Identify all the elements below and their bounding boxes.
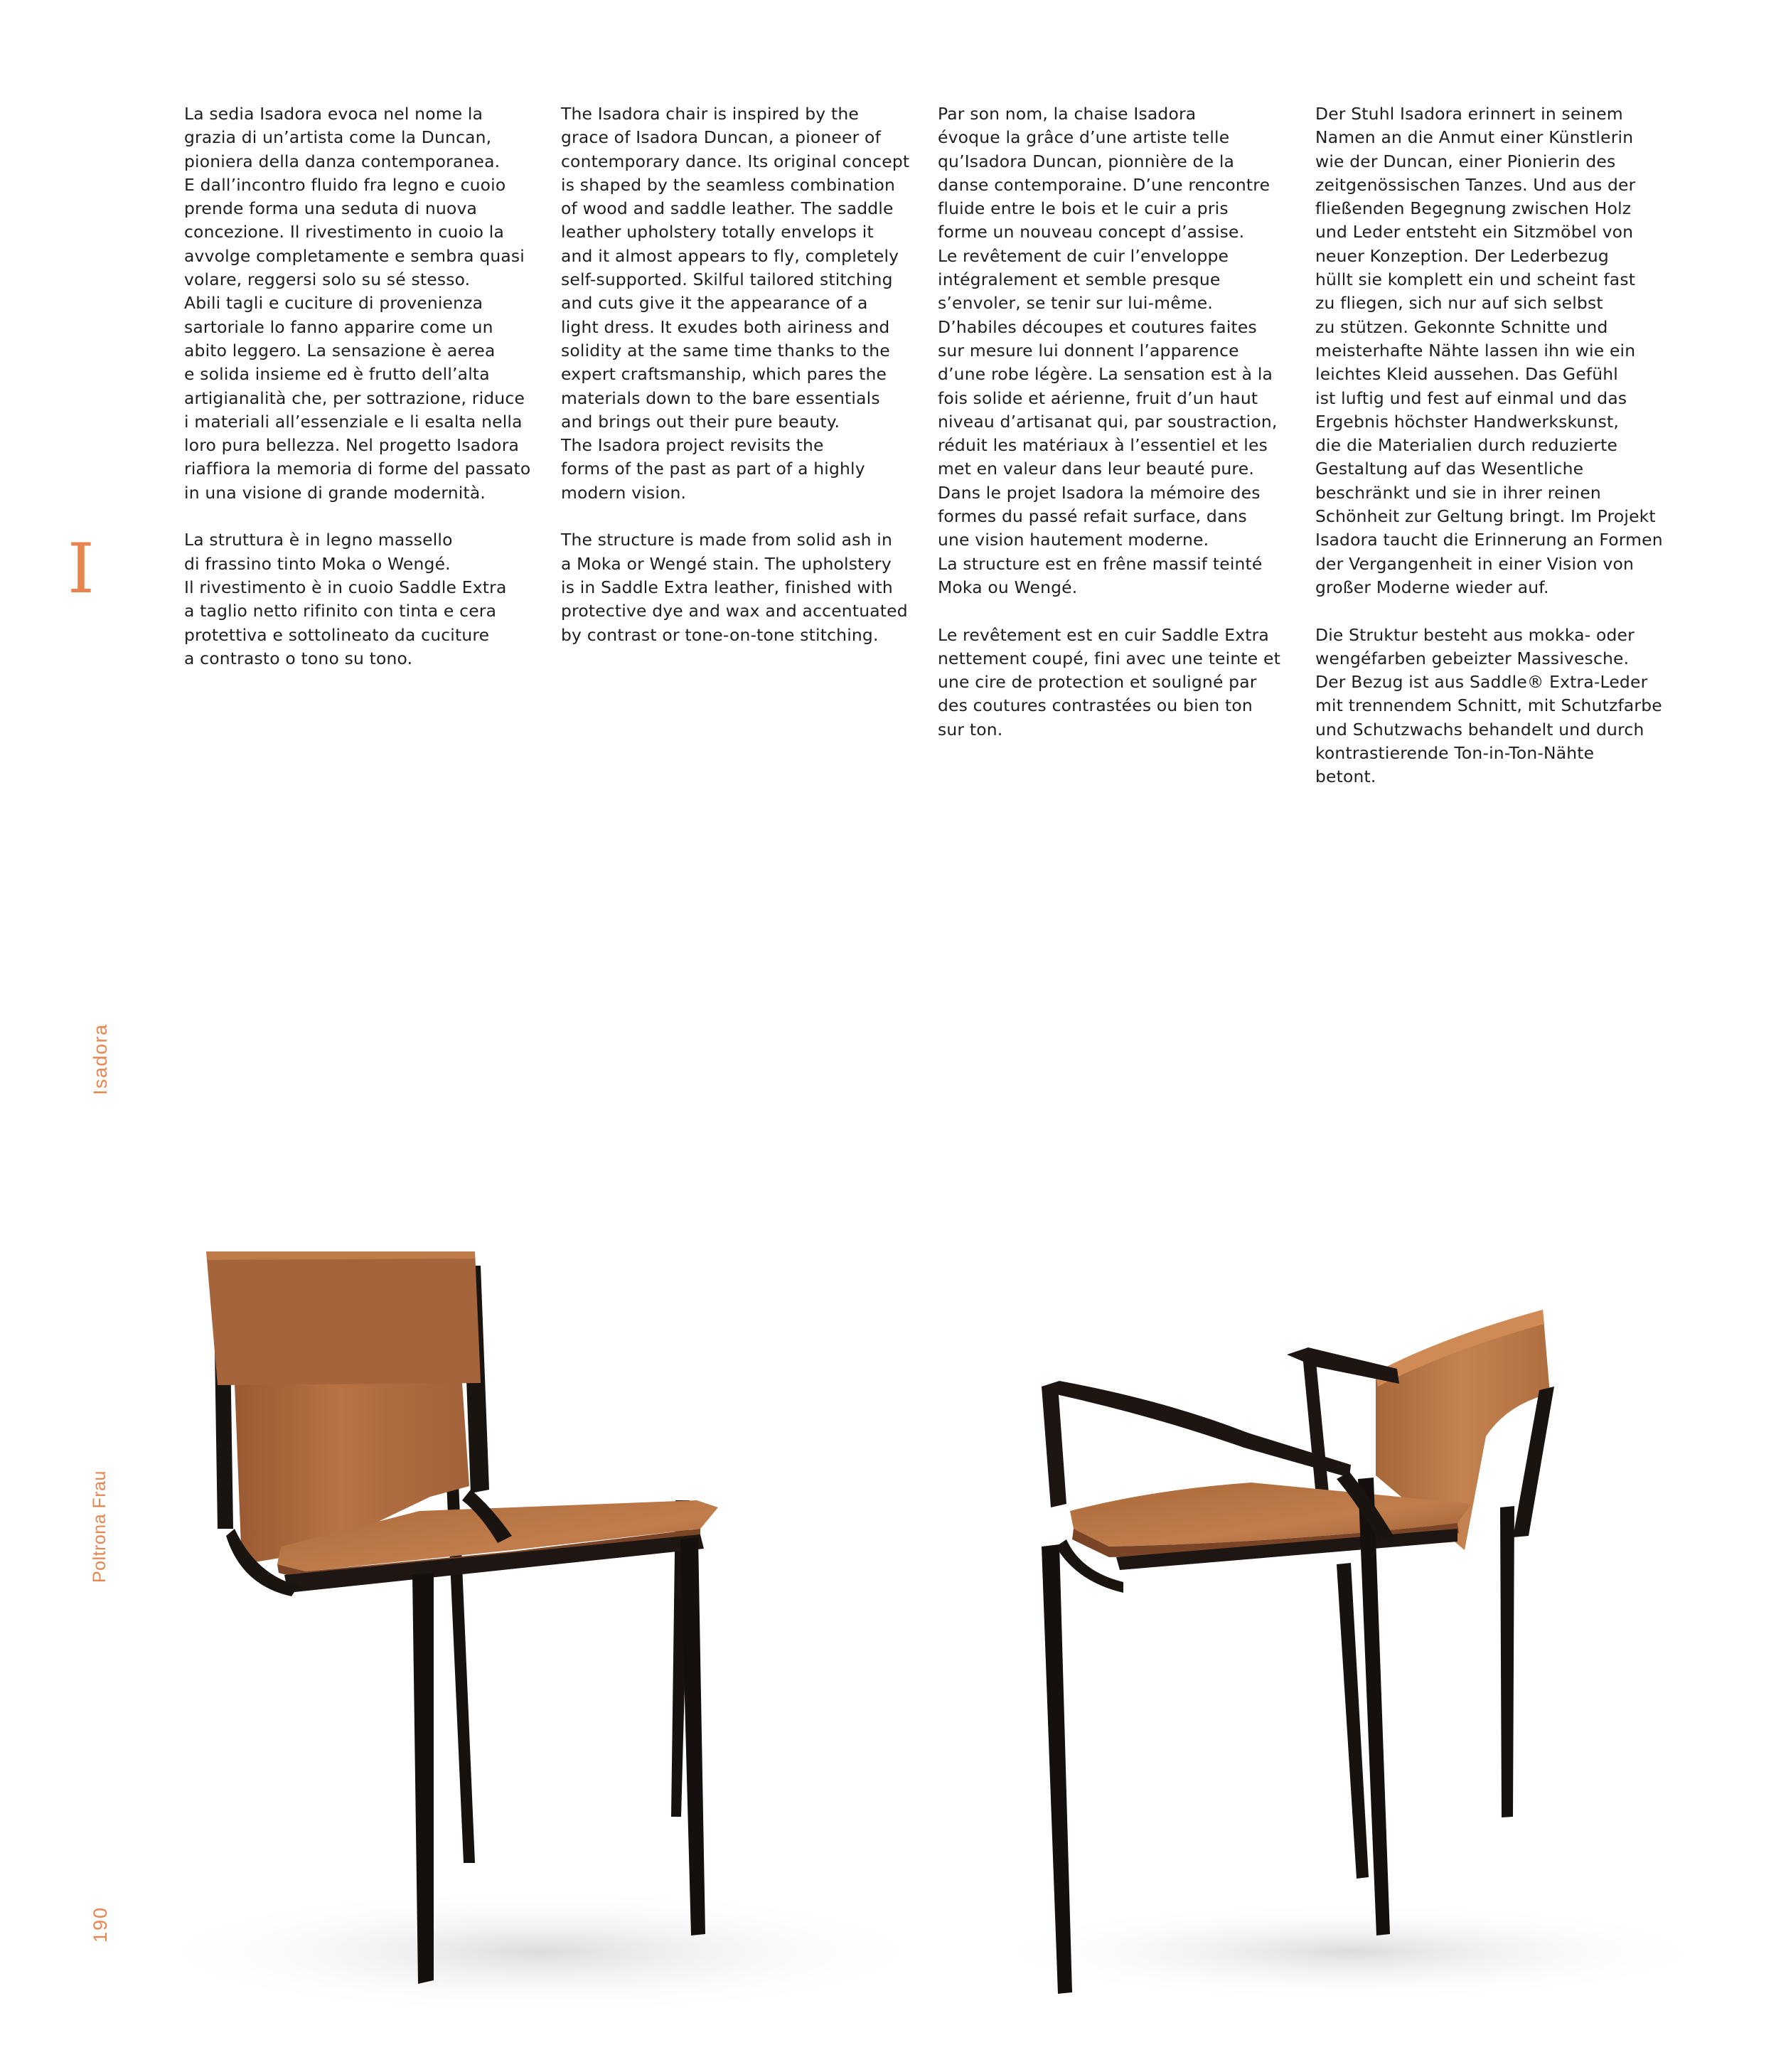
text-line: forme un nouveau concept d’assise. <box>938 222 1245 242</box>
brand-label: Poltrona Frau <box>90 1470 109 1583</box>
german-text-column <box>1315 102 1671 813</box>
text-line: neuer Konzeption. Der Lederbezug <box>1315 245 1609 266</box>
text-line: qu’Isadora Duncan, pionnière de la <box>938 151 1235 171</box>
text-line: volare, reggersi solo su sé stesso. <box>184 269 471 290</box>
text-line: Le revêtement de cuir l’enveloppe <box>938 245 1229 266</box>
text-line: hüllt sie komplett ein und scheint fast <box>1315 269 1636 290</box>
text-line: and it almost appears to fly, completely <box>561 245 899 266</box>
text-line: The Isadora project revisits the <box>561 435 824 456</box>
text-line: réduit les matériaux à l’essentiel et les <box>938 435 1268 456</box>
text-line: Gestaltung auf das Wesentliche <box>1315 459 1584 479</box>
text-line: danse contemporaine. D’une rencontre <box>938 174 1271 195</box>
text-line: Moka ou Wengé. <box>938 577 1078 597</box>
text-line: sur mesure lui donnent l’apparence <box>938 340 1239 361</box>
text-line: grazia di un’artista come la Duncan, <box>184 127 492 148</box>
text-line: Isadora taucht die Erinnerung an Formen <box>1315 530 1663 550</box>
text-line: mit trennendem Schnitt, mit Schutzfarbe <box>1315 695 1662 716</box>
text-line: pioniera della danza contemporanea. <box>184 151 501 171</box>
text-line: concezione. Il rivestimento in cuoio la <box>184 222 505 242</box>
text-line: The Isadora chair is inspired by the <box>561 104 859 124</box>
text-line: wie der Duncan, einer Pionierin des <box>1315 151 1616 171</box>
text-line: avvolge completamente e sembra quasi <box>184 245 525 266</box>
text-line: und Schutzwachs behandelt und durch <box>1315 719 1644 739</box>
paragraph <box>1315 624 1671 789</box>
text-line: formes du passé refait surface, dans <box>938 506 1247 527</box>
text-line: materials down to the bare essentials <box>561 388 880 408</box>
text-line: Il rivestimento è in cuoio Saddle Extra <box>184 577 507 597</box>
text-line: grace of Isadora Duncan, a pioneer of <box>561 127 882 148</box>
floor-shadow <box>142 1888 938 2016</box>
text-line: contemporary dance. Its original concept <box>561 151 910 171</box>
text-line: by contrast or tone-on-tone stitching. <box>561 624 879 645</box>
italian-text-column <box>184 102 540 694</box>
paragraph <box>184 528 540 671</box>
text-line: and brings out their pure beauty. <box>561 411 840 432</box>
text-line: solidity at the same time thanks to the <box>561 340 890 361</box>
text-line: wengéfarben gebeizter Massivesche. <box>1315 648 1630 668</box>
text-line: i materiali all’essenziale e li esalta nella <box>184 411 523 432</box>
text-line: a contrasto o tono su tono. <box>184 648 413 668</box>
text-line: Namen an die Anmut einer Künstlerin <box>1315 127 1634 148</box>
text-line: e solida insieme ed è frutto dell’alta <box>184 364 490 385</box>
text-line: fois solide et aérienne, fruit d’un haut <box>938 388 1258 408</box>
text-line: Der Bezug ist aus Saddle® Extra-Leder <box>1315 672 1648 693</box>
text-line: kontrastierende Ton-in-Ton-Nähte <box>1315 743 1595 764</box>
english-text-column <box>561 102 916 671</box>
text-line: sartoriale lo fanno apparire come un <box>184 316 493 337</box>
armchair <box>1042 1310 1554 1994</box>
text-line: protettiva e sottolineato da cuciture <box>184 624 490 645</box>
text-line: light dress. It exudes both airiness and <box>561 316 890 337</box>
product-photo <box>0 1152 1776 2072</box>
text-line: met en valeur dans leur beauté pure. <box>938 459 1254 479</box>
floor-shadow <box>981 1902 1721 2002</box>
text-line: Par son nom, la chaise Isadora <box>938 104 1197 124</box>
text-line: Schönheit zur Geltung bringt. Im Projekt <box>1315 506 1656 527</box>
page-number: 190 <box>90 1906 111 1943</box>
text-line: Ergebnis höchster Handwerkskunst, <box>1315 411 1619 432</box>
text-line: is shaped by the seamless combination <box>561 174 895 195</box>
text-line: die die Materialien durch reduzierte <box>1315 435 1618 456</box>
text-line: is in Saddle Extra leather, finished with <box>561 577 893 597</box>
french-text-column <box>938 102 1293 765</box>
text-line: und Leder entsteht ein Sitzmöbel von <box>1315 222 1634 242</box>
text-line: D’habiles découpes et coutures faites <box>938 316 1257 337</box>
text-line: ist luftig und fest auf einmal und das <box>1315 388 1627 408</box>
text-line: fließenden Begegnung zwischen Holz <box>1315 198 1632 219</box>
text-line: di frassino tinto Moka o Wengé. <box>184 553 451 574</box>
text-line: une cire de protection et souligné par <box>938 672 1257 693</box>
text-line: großer Moderne wieder auf. <box>1315 577 1549 597</box>
text-line: La sedia Isadora evoca nel nome la <box>184 104 483 124</box>
paragraph <box>561 102 916 505</box>
text-line: of wood and saddle leather. The saddle <box>561 198 894 219</box>
text-line: fluide entre le bois et le cuir a pris <box>938 198 1229 219</box>
text-line: a taglio netto rifinito con tinta e cera <box>184 601 497 621</box>
text-line: loro pura bellezza. Nel progetto Isadora <box>184 435 520 456</box>
text-line: betont. <box>1315 767 1376 787</box>
text-line: a Moka or Wengé stain. The upholstery <box>561 553 892 574</box>
text-line: der Vergangenheit in einer Vision von <box>1315 553 1634 574</box>
text-line: riaffiora la memoria di forme del passato <box>184 459 531 479</box>
text-line: The structure is made from solid ash in <box>561 530 892 550</box>
text-line: leather upholstery totally envelops it <box>561 222 874 242</box>
text-line: sur ton. <box>938 719 1003 739</box>
text-line: beschränkt und sie in ihrer reinen <box>1315 482 1601 503</box>
text-line: protective dye and wax and accentuated <box>561 601 908 621</box>
text-line: in una visione di grande modernità. <box>184 482 486 503</box>
text-line: Die Struktur besteht aus mokka- oder <box>1315 624 1635 645</box>
text-line: E dall’incontro fluido fra legno e cuoio <box>184 174 506 195</box>
paragraph <box>184 102 540 505</box>
text-line: nettement coupé, fini avec une teinte et <box>938 648 1280 668</box>
text-line: niveau d’artisanat qui, par soustraction, <box>938 411 1278 432</box>
text-line: La struttura è in legno massello <box>184 530 453 550</box>
text-line: self-supported. Skilful tailored stitching <box>561 269 893 290</box>
section-letter: I <box>68 529 95 609</box>
section-label: Isadora <box>90 1023 111 1095</box>
text-line: and cuts give it the appearance of a <box>561 293 868 314</box>
text-line: meisterhafte Nähte lassen ihn wie ein <box>1315 340 1636 361</box>
text-line: d’une robe légère. La sensation est à la <box>938 364 1273 385</box>
text-line: des coutures contrastées ou bien ton <box>938 695 1253 716</box>
text-line: forms of the past as part of a highly <box>561 459 865 479</box>
text-line: zu fliegen, sich nur auf sich selbst <box>1315 293 1603 314</box>
text-line: zeitgenössischen Tanzes. Und aus der <box>1315 174 1636 195</box>
paragraph <box>1315 102 1671 599</box>
text-line: expert craftsmanship, which pares the <box>561 364 887 385</box>
paragraph <box>938 624 1293 742</box>
text-line: La structure est en frêne massif teinté <box>938 553 1263 574</box>
text-line: modern vision. <box>561 482 687 503</box>
text-line: intégralement et semble presque <box>938 269 1221 290</box>
text-line: leichtes Kleid aussehen. Das Gefühl <box>1315 364 1618 385</box>
paragraph <box>938 102 1293 599</box>
text-line: Abili tagli e cuciture di provenienza <box>184 293 483 314</box>
text-line: artigianalità che, per sottrazione, riduce <box>184 388 525 408</box>
text-line: s’envoler, se tenir sur lui-même. <box>938 293 1214 314</box>
side-chair <box>206 1251 718 1984</box>
text-line: Dans le projet Isadora la mémoire des <box>938 482 1261 503</box>
text-line: zu stützen. Gekonnte Schnitte und <box>1315 316 1608 337</box>
text-line: Le revêtement est en cuir Saddle Extra <box>938 624 1269 645</box>
text-line: évoque la grâce d’une artiste telle <box>938 127 1230 148</box>
text-line: une vision hautement moderne. <box>938 530 1209 550</box>
text-line: abito leggero. La sensazione è aerea <box>184 340 496 361</box>
text-line: prende forma una seduta di nuova <box>184 198 478 219</box>
paragraph <box>561 528 916 646</box>
text-line: Der Stuhl Isadora erinnert in seinem <box>1315 104 1623 124</box>
